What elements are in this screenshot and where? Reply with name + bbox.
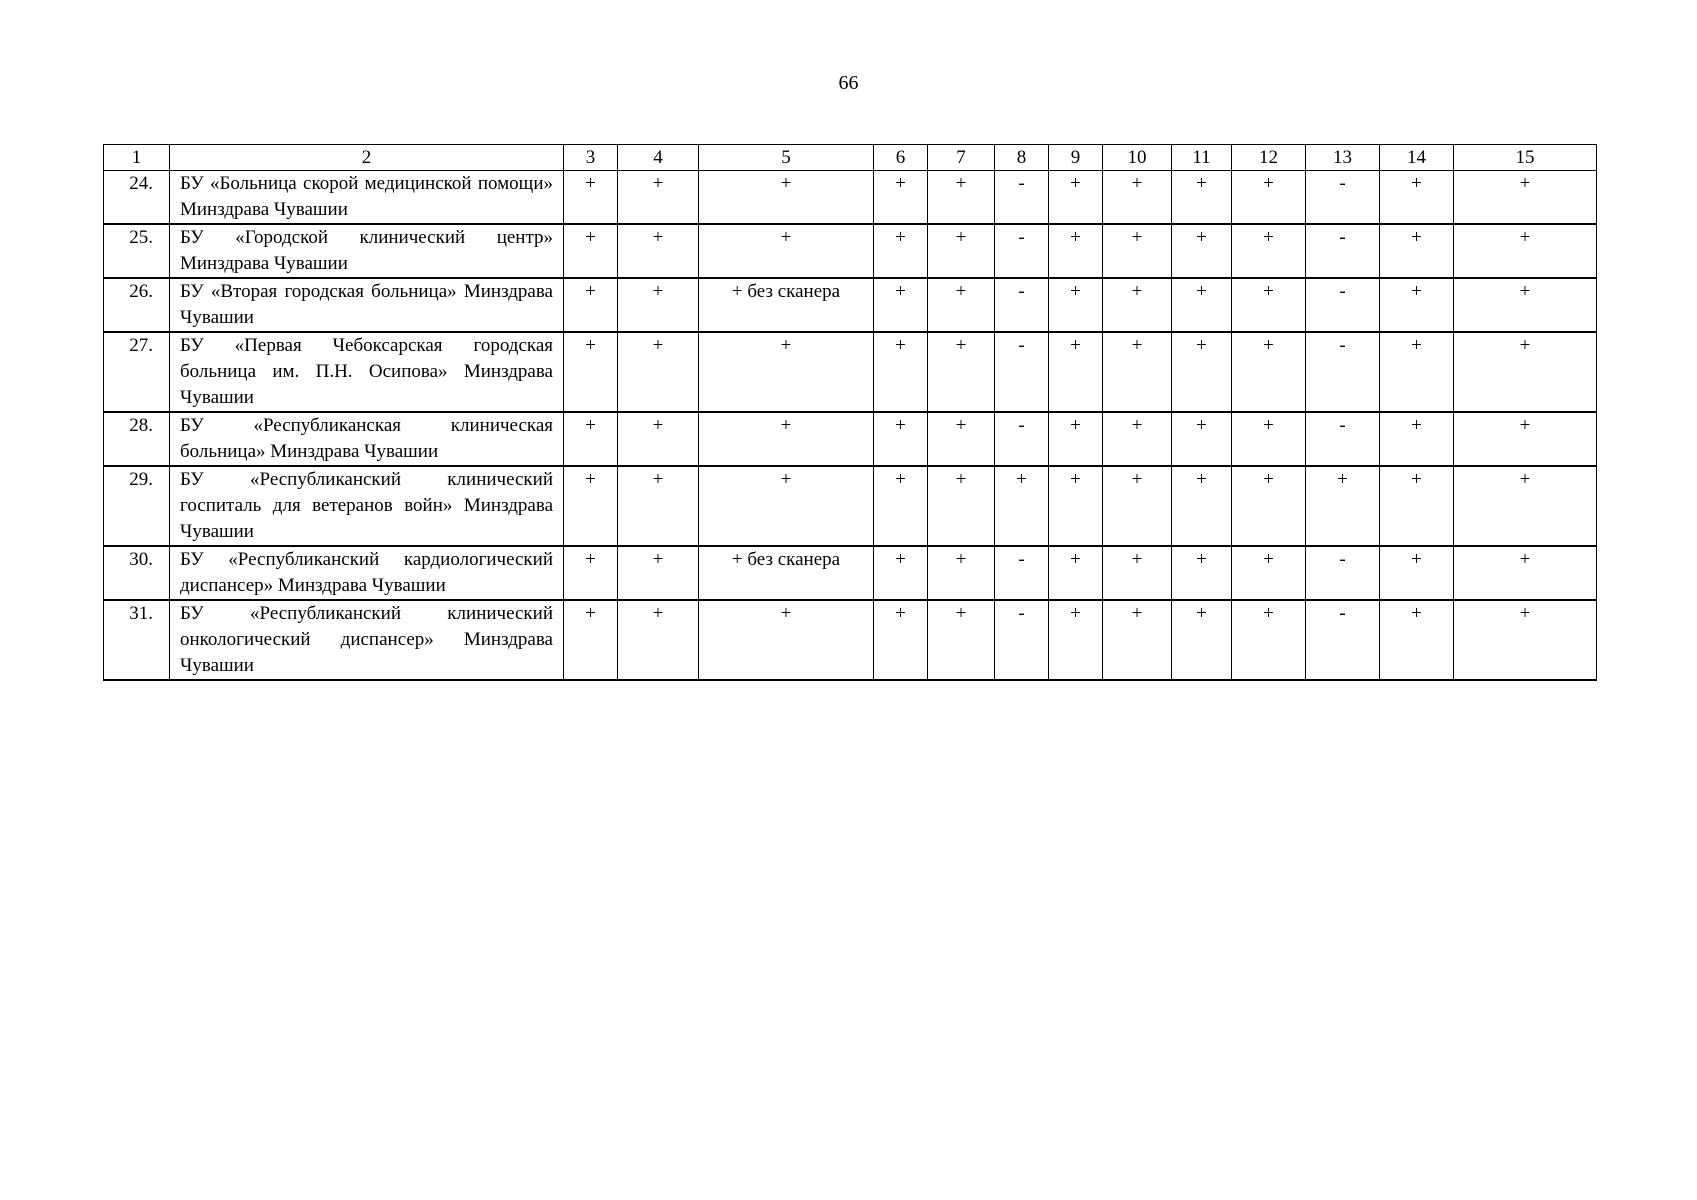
mark-cell: + (928, 332, 995, 412)
institution-name: БУ «Республиканский клинический онкологический диспансер» Минздрава Чувашии (170, 600, 564, 680)
mark-cell: + (1103, 278, 1172, 332)
mark-cell: - (995, 332, 1049, 412)
mark-cell: + (874, 278, 928, 332)
mark-cell: + (928, 546, 995, 600)
mark-cell: + (874, 412, 928, 466)
table-row (104, 412, 1597, 466)
institution-name: БУ «Республиканская клиническая больница» Минздрава Чувашии (170, 412, 564, 466)
mark-cell: + (618, 466, 699, 546)
header-cell: 4 (618, 145, 699, 171)
row-number: 28. (104, 412, 170, 466)
institution-name: БУ «Больница скорой медицинской помощи» Минздрава Чувашии (170, 171, 564, 225)
mark-cell: + (1232, 466, 1306, 546)
header-cell: 9 (1049, 145, 1103, 171)
mark-cell: + (618, 546, 699, 600)
mark-cell: + (1454, 546, 1597, 600)
table-row (104, 600, 1597, 680)
mark-cell: + (1172, 412, 1232, 466)
row-number: 27. (104, 332, 170, 412)
mark-cell: + (1172, 278, 1232, 332)
mark-cell: + (1306, 466, 1380, 546)
mark-cell: + (1380, 412, 1454, 466)
mark-cell: + (1103, 412, 1172, 466)
mark-cell: + (618, 278, 699, 332)
header-row (104, 145, 1597, 171)
mark-cell: + (1172, 600, 1232, 680)
mark-cell: - (1306, 332, 1380, 412)
mark-cell: + (1049, 412, 1103, 466)
mark-cell: + (928, 466, 995, 546)
mark-cell: + (1049, 466, 1103, 546)
mark-cell: + (1454, 278, 1597, 332)
mark-cell: + (928, 278, 995, 332)
row-number: 25. (104, 224, 170, 278)
mark-cell: + (1380, 546, 1454, 600)
table-row (104, 546, 1597, 600)
header-cell: 5 (699, 145, 874, 171)
mark-cell: + (618, 171, 699, 225)
header-cell: 14 (1380, 145, 1454, 171)
table-row (104, 332, 1597, 412)
mark-cell: + (1454, 332, 1597, 412)
table-row (104, 171, 1597, 225)
header-cell: 10 (1103, 145, 1172, 171)
row-number: 31. (104, 600, 170, 680)
mark-cell: + (1380, 332, 1454, 412)
header-cell: 2 (170, 145, 564, 171)
mark-cell: + (874, 466, 928, 546)
mark-cell: - (995, 600, 1049, 680)
mark-cell: - (1306, 412, 1380, 466)
table-row (104, 224, 1597, 278)
mark-cell: + (618, 412, 699, 466)
mark-cell: - (995, 278, 1049, 332)
mark-cell: + без сканера (699, 546, 874, 600)
mark-cell: + (1232, 224, 1306, 278)
mark-cell: + (928, 600, 995, 680)
institution-name: БУ «Республиканский клинический госпиталь для ветеранов войн» Минздрава Чувашии (170, 466, 564, 546)
mark-cell: + (618, 224, 699, 278)
header-cell: 7 (928, 145, 995, 171)
mark-cell: + (874, 171, 928, 225)
table-row (104, 278, 1597, 332)
mark-cell: + (1103, 332, 1172, 412)
mark-cell: + (1172, 466, 1232, 546)
mark-cell: + (564, 600, 618, 680)
mark-cell: + (1103, 171, 1172, 225)
mark-cell: + (1380, 171, 1454, 225)
mark-cell: + (1232, 600, 1306, 680)
mark-cell: + без сканера (699, 278, 874, 332)
mark-cell: - (1306, 278, 1380, 332)
mark-cell: + (1454, 171, 1597, 225)
mark-cell: + (1454, 412, 1597, 466)
mark-cell: + (1049, 600, 1103, 680)
mark-cell: + (1380, 466, 1454, 546)
mark-cell: + (699, 332, 874, 412)
mark-cell: + (1232, 546, 1306, 600)
header-cell: 8 (995, 145, 1049, 171)
mark-cell: + (1049, 171, 1103, 225)
mark-cell: + (618, 332, 699, 412)
mark-cell: + (874, 224, 928, 278)
mark-cell: + (564, 332, 618, 412)
mark-cell: + (995, 466, 1049, 546)
mark-cell: + (1103, 546, 1172, 600)
mark-cell: + (699, 466, 874, 546)
data-table (103, 144, 1597, 681)
header-cell: 6 (874, 145, 928, 171)
mark-cell: - (1306, 600, 1380, 680)
mark-cell: + (1232, 171, 1306, 225)
mark-cell: + (1172, 332, 1232, 412)
mark-cell: - (995, 224, 1049, 278)
mark-cell: + (1172, 546, 1232, 600)
row-number: 24. (104, 171, 170, 225)
mark-cell: + (874, 546, 928, 600)
institution-name: БУ «Вторая городская больница» Минздрава Чувашии (170, 278, 564, 332)
header-cell: 1 (104, 145, 170, 171)
mark-cell: + (564, 278, 618, 332)
row-number: 29. (104, 466, 170, 546)
mark-cell: + (928, 224, 995, 278)
mark-cell: + (928, 412, 995, 466)
mark-cell: + (564, 224, 618, 278)
institution-name: БУ «Первая Чебоксарская городская больница им. П.Н. Осипова» Минздрава Чувашии (170, 332, 564, 412)
mark-cell: + (1172, 171, 1232, 225)
mark-cell: + (1454, 600, 1597, 680)
mark-cell: + (1103, 466, 1172, 546)
mark-cell: - (1306, 224, 1380, 278)
mark-cell: + (1232, 278, 1306, 332)
mark-cell: + (874, 332, 928, 412)
mark-cell: + (1049, 278, 1103, 332)
mark-cell: - (1306, 171, 1380, 225)
mark-cell: + (1454, 466, 1597, 546)
mark-cell: + (564, 171, 618, 225)
mark-cell: + (1380, 278, 1454, 332)
table-row (104, 466, 1597, 546)
header-cell: 11 (1172, 145, 1232, 171)
mark-cell: + (1103, 224, 1172, 278)
mark-cell: + (618, 600, 699, 680)
mark-cell: + (699, 171, 874, 225)
mark-cell: + (1454, 224, 1597, 278)
mark-cell: + (1380, 224, 1454, 278)
header-cell: 3 (564, 145, 618, 171)
mark-cell: + (564, 466, 618, 546)
mark-cell: + (928, 171, 995, 225)
row-number: 30. (104, 546, 170, 600)
mark-cell: + (1172, 224, 1232, 278)
mark-cell: + (1049, 332, 1103, 412)
header-cell: 13 (1306, 145, 1380, 171)
mark-cell: + (699, 412, 874, 466)
mark-cell: + (1049, 224, 1103, 278)
mark-cell: + (1103, 600, 1172, 680)
mark-cell: + (874, 600, 928, 680)
header-cell: 12 (1232, 145, 1306, 171)
mark-cell: + (699, 224, 874, 278)
header-cell: 15 (1454, 145, 1597, 171)
institution-name: БУ «Городской клинический центр» Минздрава Чувашии (170, 224, 564, 278)
institution-name: БУ «Республиканский кардиологический диспансер» Минздрава Чувашии (170, 546, 564, 600)
mark-cell: + (1049, 546, 1103, 600)
row-number: 26. (104, 278, 170, 332)
mark-cell: + (564, 412, 618, 466)
mark-cell: + (699, 600, 874, 680)
mark-cell: - (995, 412, 1049, 466)
mark-cell: + (564, 546, 618, 600)
mark-cell: + (1232, 332, 1306, 412)
mark-cell: + (1380, 600, 1454, 680)
mark-cell: - (1306, 546, 1380, 600)
mark-cell: - (995, 171, 1049, 225)
mark-cell: - (995, 546, 1049, 600)
page-number: 66 (838, 72, 859, 94)
mark-cell: + (1232, 412, 1306, 466)
